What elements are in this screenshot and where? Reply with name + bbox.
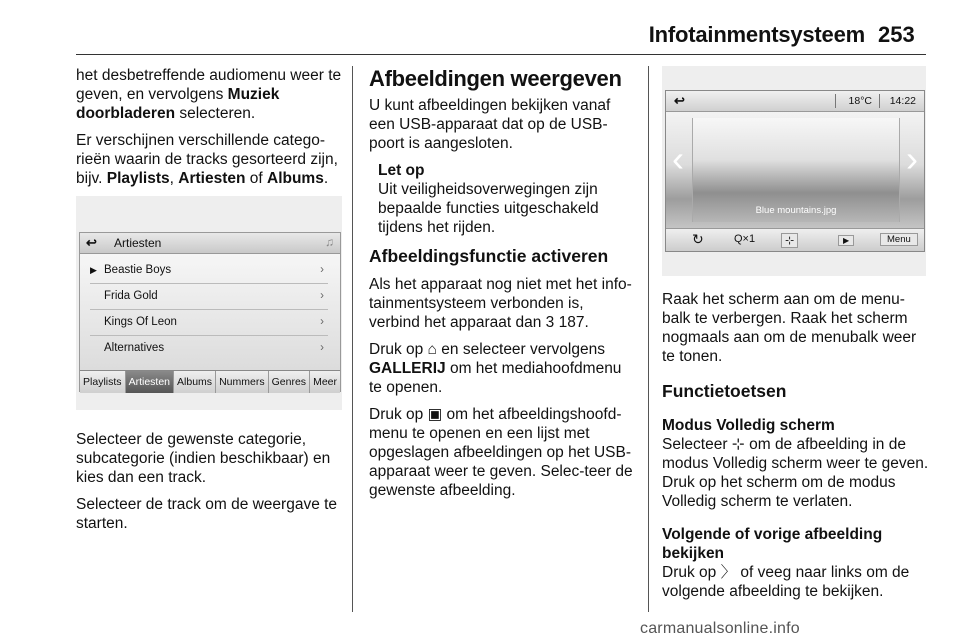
picture-area[interactable] [666, 112, 924, 228]
list-item-label: Kings Of Leon [104, 316, 177, 328]
list-item[interactable] [90, 336, 328, 361]
text: Druk op [662, 564, 721, 581]
bold-term: Muziek doorbladeren [76, 86, 280, 122]
header-title: Infotainmentsysteem [648, 22, 865, 47]
section-heading: Functietoetsen [662, 381, 787, 401]
rotate-icon[interactable]: ↻ [692, 231, 704, 247]
text: om het mediahoofdmenu te openen. [369, 360, 622, 396]
text: Selecteer [662, 436, 732, 453]
paragraph [662, 563, 932, 601]
screen-title: Artiesten [114, 236, 162, 250]
zoom-button[interactable]: Q×1 [734, 233, 756, 245]
note-title: Let op [378, 162, 425, 179]
tab-nummers[interactable]: Nummers [216, 371, 269, 393]
tab-albums[interactable]: Albums [174, 371, 216, 393]
back-icon[interactable]: ↩ [674, 93, 685, 108]
previous-picture-icon[interactable]: ‹ [672, 138, 684, 179]
section-heading: Afbeeldingen weergeven [369, 66, 622, 91]
text: selecteren. [175, 105, 256, 122]
artists-screen [79, 232, 341, 392]
paragraph [76, 66, 346, 123]
paragraph [76, 131, 346, 188]
next-picture-icon[interactable]: › [906, 138, 918, 179]
tab-genres[interactable]: Genres [269, 371, 310, 393]
tab-artiesten[interactable]: Artiesten [126, 371, 174, 393]
bold-term: Playlists [106, 170, 170, 187]
bold-term: Albums [267, 170, 324, 187]
paragraph: Raak het scherm aan om de menu-balk te verbergen. Raak het scherm nogmaals aan om de menubalk weer te tonen. [662, 291, 917, 365]
music-note-icon: ♫ [325, 235, 334, 249]
paragraph: Selecteer de track om de weergave te starten. [76, 496, 338, 532]
sub-heading: Afbeeldingsfunctie activeren [369, 246, 609, 266]
artists-list [80, 254, 340, 370]
column-2 [369, 66, 637, 508]
bold-term: Artiesten [178, 170, 246, 187]
sub-heading: Modus Volledig scherm [662, 417, 835, 434]
text: . [323, 170, 329, 187]
chevron-right-icon: › [320, 316, 324, 328]
clock: 14:22 [889, 95, 916, 107]
paragraph [369, 275, 637, 332]
paragraph: U kunt afbeeldingen bekijken vanaf een USB-apparaat dat op de USB-poort is aangesloten. [369, 97, 611, 152]
divider [835, 94, 836, 108]
paragraph [369, 340, 637, 397]
page-reference-icon: 3 [545, 314, 555, 331]
divider [879, 94, 880, 108]
text: 187. [554, 314, 589, 331]
text: het desbetreffende audiomenu weer te geven, en vervolgens [76, 67, 342, 103]
list-item-label: Alternatives [104, 342, 165, 354]
picture [692, 118, 900, 222]
back-icon[interactable]: ↩ [86, 235, 97, 250]
artists-title-bar [80, 233, 340, 254]
text: of [245, 170, 267, 187]
text: en selecteer vervolgens [436, 341, 605, 358]
text: Druk op [369, 341, 428, 358]
artists-screenshot [76, 196, 342, 410]
watermark: carmanualsonline.info [640, 620, 800, 637]
paragraph [369, 405, 637, 500]
text: om de afbeelding in de modus Volledig scherm weer te geven. Druk op het scherm om de modus Volledig scherm te verlaten. [662, 436, 929, 510]
slideshow-play-icon[interactable]: ▶ [838, 235, 854, 246]
column-divider [352, 66, 353, 612]
note-body: Uit veiligheidsoverwegingen zijn bepaalde functies uitgeschakeld tijdens het rijden. [378, 181, 599, 236]
picture-viewer-screen [665, 90, 925, 252]
fullscreen-icon: ⊹ [731, 436, 745, 453]
bold-term: GALLERIJ [369, 360, 446, 377]
text: , [169, 170, 179, 187]
home-icon: ⌂ [427, 341, 437, 358]
page-number: 253 [878, 22, 915, 47]
menu-button[interactable]: Menu [880, 233, 918, 246]
text: Als het apparaat nog niet met het info-tainmentsysteem verbonden is, verbind het apparaat dan [369, 276, 632, 331]
chevron-right-icon: 〉 [720, 564, 737, 581]
list-item[interactable] [90, 284, 328, 310]
text: om het afbeeldingshoofd-menu te openen en een lijst met opgeslagen afbeeldingen op het USB-apparaat weer te geven. Selec-teer de gewenste afbeelding. [369, 406, 633, 499]
fullscreen-icon[interactable]: ⊹ [781, 233, 798, 248]
column-1 [76, 66, 346, 196]
tab-playlists[interactable]: Playlists [80, 371, 126, 393]
list-item[interactable] [90, 310, 328, 336]
note-box [369, 161, 637, 237]
tab-meer[interactable]: Meer [310, 371, 340, 393]
chevron-right-icon: › [320, 290, 324, 302]
text: of veeg naar links om de volgende afbeelding te bekijken. [662, 564, 910, 600]
viewer-status-bar [666, 91, 924, 112]
list-item-label: Beastie Boys [104, 264, 172, 276]
picture-icon: ▣ [427, 406, 443, 423]
chevron-right-icon: › [320, 342, 324, 354]
column-3 [662, 290, 932, 609]
temperature: 18°C [848, 95, 872, 107]
header-rule [76, 54, 926, 55]
column-divider [648, 66, 649, 612]
viewer-menu-bar [666, 228, 924, 252]
playing-icon: ▶ [90, 265, 97, 275]
text: Er verschijnen verschillende catego-rieën waarin de tracks gesorteerd zijn, bijv. [76, 132, 338, 187]
picture-filename: Blue mountains.jpg [755, 205, 837, 216]
text: Druk op [369, 406, 428, 423]
paragraph: Selecteer de gewenste categorie, subcategorie (indien beschikbaar) en kies dan een track. [76, 431, 331, 486]
sub-heading: Volgende of vorige afbeelding bekijken [662, 526, 883, 562]
picture-viewer-screenshot [662, 66, 926, 276]
column-1-lower [76, 430, 346, 541]
chevron-right-icon: › [320, 264, 324, 276]
list-item-label: Frida Gold [104, 290, 158, 302]
paragraph [662, 435, 932, 511]
category-tabs [80, 370, 340, 393]
list-item[interactable] [90, 258, 328, 284]
